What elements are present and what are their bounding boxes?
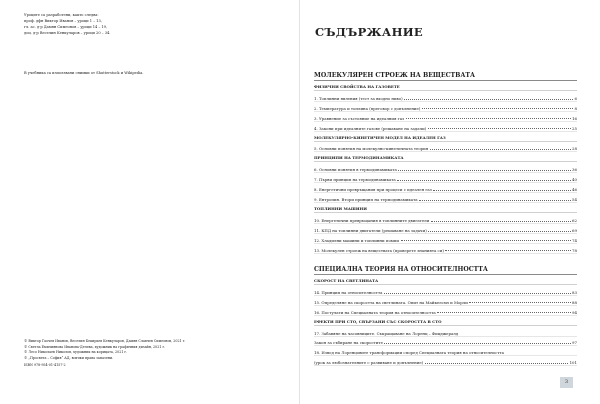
- section-title: СПЕЦИАЛНА ТЕОРИЯ НА ОТНОСИТЕЛНОСТТА: [314, 266, 577, 275]
- leader-dots: [384, 343, 570, 344]
- toc-entry-text: Закон за събиране на скоростите: [314, 340, 383, 346]
- toc-entry-text: 11. КПД на топлинни двигатели (решаване на задачи): [314, 227, 427, 233]
- toc-entry-text: 1. Топлинни явления (тест за входно ниво): [314, 95, 403, 101]
- toc-section: [314, 72, 577, 254]
- toc-entry-page: 97: [572, 340, 577, 346]
- toc-entry[interactable]: [314, 183, 577, 193]
- toc-entry-text: 3. Уравнение за състояние на идеалния газ: [314, 115, 405, 121]
- toc-entry-text: 10. Енергетични превръщания в топлинните двигатели: [314, 217, 430, 223]
- toc-entry-page: 40: [572, 177, 577, 183]
- toc-entry[interactable]: [314, 143, 577, 153]
- toc-entry-page: 25: [572, 125, 577, 131]
- toc-entry-text: 14. Принцип на относителността: [314, 289, 383, 295]
- toc-section: [314, 266, 577, 366]
- leader-dots: [425, 363, 568, 364]
- leader-dots: [397, 180, 570, 181]
- chapter-title: МОЛЕКУЛЯРНО-КИНЕТИЧЕН МОДЕЛ НА ИДЕАЛЕН ГАЗ: [314, 135, 577, 142]
- toc-entry[interactable]: [314, 102, 577, 112]
- toc-entry[interactable]: [314, 173, 577, 183]
- toc-entry[interactable]: [314, 346, 577, 356]
- toc-entry-page: 28: [572, 146, 577, 152]
- leader-dots: [401, 240, 571, 241]
- leader-dots: [428, 231, 570, 232]
- leader-dots: [445, 250, 570, 251]
- leader-dots: [437, 312, 570, 313]
- toc-entry-page: 16: [572, 115, 577, 121]
- toc-entry[interactable]: [314, 92, 577, 102]
- leader-dots: [419, 200, 570, 201]
- credits-line: гл. ас. д-р Дамян Симеонов – уроци 14 – 19,: [24, 25, 108, 29]
- toc-entry[interactable]: [314, 296, 577, 306]
- toc-entry-text: 16. Постулати на Специалната теория на относителността: [314, 309, 436, 315]
- copyright-line: © Виктор Гаочев Иванов, Веселин Бекирьев Кенкуларов, Дамян Славчев Симеонов, 2021 г.: [24, 339, 186, 343]
- toc-entry-text: 7. Първи принцип на термодинамиката: [314, 177, 396, 183]
- leader-dots: [398, 170, 570, 171]
- toc-entry-text: 13. Молекулен строеж на веществата (проверете знанията си): [314, 247, 444, 253]
- page-title: СЪДЪРЖАНИЕ: [315, 25, 423, 39]
- page-number: 3: [560, 377, 573, 388]
- toc-entry[interactable]: [314, 306, 577, 316]
- toc-entry-page: 88: [572, 299, 577, 305]
- leader-dots: [422, 108, 573, 109]
- copyright-line: © Светла Емилиянова Иванова-Дечева, художник на графичния дизайн, 2021 г.: [24, 344, 166, 349]
- copyright-block: [24, 339, 274, 369]
- toc-entry-page: 78: [572, 247, 577, 253]
- leader-dots: [430, 149, 571, 150]
- leader-dots: [469, 302, 570, 303]
- leader-dots: [431, 221, 571, 222]
- toc-entry-page: 94: [572, 309, 577, 315]
- chapter-title: ФИЗИЧНИ СВОЙСТВА НА ГАЗОВЕТЕ: [314, 84, 577, 91]
- toc-entry-text: 18. Извод на Лоренцовите трансформации според Специалната теория на относителността: [314, 350, 504, 356]
- toc-entry-page: 62: [572, 217, 577, 223]
- toc-entry-text: 5. Основни понятия на молекулно-кинетичната теория: [314, 146, 429, 152]
- page-gutter: [299, 0, 300, 404]
- toc-entry-text: 4. Закони при идеалните газове (решаване на задачи): [314, 125, 427, 131]
- chapter-title: ТОПЛИННИ МАШИНИ: [314, 206, 577, 213]
- toc-entry-page: 46: [572, 187, 577, 193]
- toc-entry[interactable]: [314, 163, 577, 173]
- toc-entry-page: 36: [572, 167, 577, 173]
- image-sources-note: В учебника са използвани снимки от Shutterstock и Wikipedia.: [24, 71, 144, 75]
- toc-entry-page: 83: [572, 289, 577, 295]
- chapter-title: ПРИНЦИПИ НА ТЕРМОДИНАМИКАТА: [314, 155, 577, 162]
- toc-entry-text: 15. Определяне на скоростта на светлината. Опит на Майкелсън и Морли: [314, 299, 468, 305]
- toc-entry-page: 54: [572, 197, 577, 203]
- toc-entry[interactable]: [314, 327, 577, 337]
- credits-line: доц. д-р Веселин Кенкуларов – уроци 20 – 34.: [24, 31, 111, 35]
- toc-entry[interactable]: [314, 112, 577, 122]
- toc-entry[interactable]: [314, 356, 577, 366]
- toc-entry-text: 12. Хладилни машини и топлинни помпи: [314, 237, 399, 243]
- leader-dots: [433, 190, 570, 191]
- toc-entry-page: 6: [574, 95, 577, 101]
- toc-entry-text: 17. Забавяне на часовниците. Съкращаване на Лоренц – Фицджералд: [314, 330, 459, 336]
- toc-entry-text: 9. Ентропия. Втори принцип на термодинамиката: [314, 197, 418, 203]
- chapter-title: ЕФЕКТИ ПРИ СТО, СВЪРЗАНИ СЪС СКОРОСТТА В СТО: [314, 319, 577, 326]
- credits-line: проф. дфн Виктор Иванов – уроци 1 – 13,: [24, 19, 102, 23]
- toc-entry[interactable]: [314, 244, 577, 254]
- leader-dots: [428, 128, 571, 129]
- chapter-title: СКОРОСТ НА СВЕТЛИНАТА: [314, 278, 577, 285]
- toc-entry-page: 69: [572, 227, 577, 233]
- toc-entry-page: 74: [572, 237, 577, 243]
- toc-entry[interactable]: [314, 214, 577, 224]
- toc-entry[interactable]: [314, 224, 577, 234]
- toc-entry-text: 6. Основни понятия в термодинамиката: [314, 167, 397, 173]
- isbn: ISBN 978-954-01-4157-2: [24, 363, 66, 368]
- toc-entry[interactable]: [314, 286, 577, 296]
- copyright-line: © Лесо Николаев Николов, художник на корицата, 2021 г.: [24, 350, 128, 355]
- section-title: МОЛЕКУЛЯРЕН СТРОЕЖ НА ВЕЩЕСТВАТА: [314, 72, 577, 81]
- toc-entry-page: 101: [569, 360, 577, 366]
- toc-entry[interactable]: [314, 193, 577, 203]
- copyright-line: © „Просвета – София“ АД, всички права запазени.: [24, 355, 114, 360]
- toc-entry[interactable]: [314, 337, 577, 347]
- toc-entry[interactable]: [314, 234, 577, 244]
- leader-dots: [406, 118, 571, 119]
- leader-dots: [384, 293, 571, 294]
- leader-dots: [404, 99, 573, 100]
- toc-entry-page: 8: [574, 105, 577, 111]
- toc-entry-text: (урок за любознателните с развиване и допълнение): [314, 360, 424, 366]
- toc-entry-text: 2. Температура и топлина (преговор с допълнение): [314, 105, 421, 111]
- authors-credits: [24, 12, 224, 36]
- toc-entry-text: 8. Енергетични превръщания при процеси с идеален газ: [314, 187, 432, 193]
- credits-line: Уроците са разработени, както следва:: [24, 13, 99, 17]
- toc-entry[interactable]: [314, 122, 577, 132]
